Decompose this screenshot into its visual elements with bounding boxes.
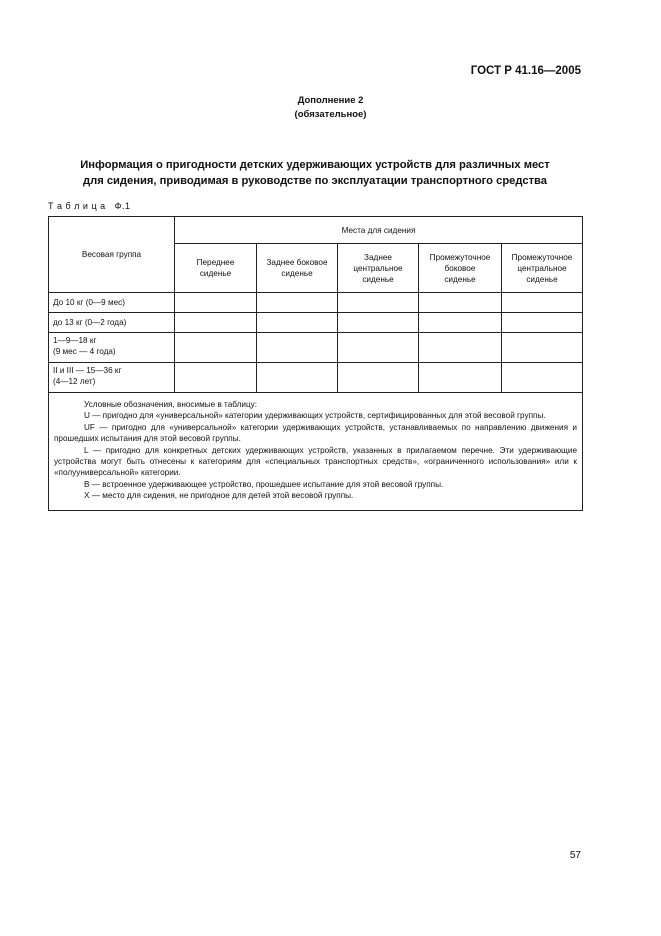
empty-cell [175,293,257,313]
seat-header-text: сиденье [362,274,394,284]
empty-cell [419,313,502,333]
seat-header-rear-center [338,244,419,293]
legend-item-l: L — пригодно для конкретных детских удерживающих устройств, указанных в прилагаемом перечне. Эти удерживающие устройства могут быть отнесены к категориям для «специальных транспортных средств», «ограниченного использования» или к «полууниверсальной» категории. [54,445,577,478]
empty-cell [257,313,338,333]
weight-group-text: II и III — 15—36 кг [53,366,122,375]
weight-group-cell [49,313,175,333]
empty-cell [338,293,419,313]
empty-cell [338,333,419,363]
legend-intro: Условные обозначения, вносимые в таблицу: [84,400,258,409]
document-title [48,157,582,189]
seat-header-text: сиденье [444,274,476,284]
seat-header-text: боковое [444,263,476,273]
seat-header-rear-side [257,244,338,293]
notes-row [49,393,583,511]
empty-cell [419,333,502,363]
seat-header-front [175,244,257,293]
legend-item-u: U — пригодно для «универсальной» категории удерживающих устройств, сертифицированных для этой весовой группы. [84,411,546,421]
weight-group-cell [49,363,175,393]
empty-cell [257,363,338,393]
empty-cell [502,333,583,363]
weight-group-header: Весовая группа [49,217,175,293]
weight-group-text: До 10 кг (0—9 мес) [53,298,125,307]
weight-group-text: 1—9—18 кг [53,336,97,345]
legend-item-x: X — место для сидения, не пригодное для детей этой весовой группы. [84,491,354,501]
empty-cell [257,293,338,313]
empty-cell [175,333,257,363]
seating-places-header: Места для сидения [175,217,583,244]
seat-header-text: Заднее [364,252,392,262]
appendix-heading [0,94,661,122]
seat-header-text: Промежуточное [429,252,491,262]
table-row [49,363,583,393]
standard-code: ГОСТ Р 41.16—2005 [470,65,581,77]
appendix-status: (обязательное) [294,109,367,120]
legend-item-uf: UF — пригодно для «универсальной» категории удерживающих устройств, устанавливаемых по направлению движения и прошедших испытания для этой весовой группы. [54,422,577,444]
title-line-2: для сидения, приводимая в руководстве по эксплуатации транспортного средства [82,175,547,187]
seat-header-text: сиденье [199,269,232,278]
empty-cell [419,363,502,393]
title-line-1: Информация о пригодности детских удерживающих устройств для различных мест [80,159,550,171]
empty-cell [338,313,419,333]
seat-header-text: сиденье [281,269,313,278]
empty-cell [502,363,583,393]
empty-cell [502,313,583,333]
empty-cell [338,363,419,393]
empty-cell [257,333,338,363]
seat-header-text: центральное [353,263,403,273]
seat-header-text: Переднее [196,258,235,267]
seat-suitability-table [48,216,583,511]
table-row [49,293,583,313]
weight-group-age: (9 мес — 4 года) [53,347,116,356]
seat-header-text: центральное [517,263,567,273]
empty-cell [175,363,257,393]
seat-header-text: Заднее боковое [266,258,328,267]
page-number: 57 [569,850,581,861]
seat-header-text: сиденье [526,274,558,284]
table-caption: Т а б л и ц а Ф.1 [48,201,131,211]
seat-header-middle-center [502,244,583,293]
seat-header-text: Промежуточное [511,252,573,262]
table-row [49,333,583,363]
table-row [49,313,583,333]
appendix-name: Дополнение 2 [297,95,364,106]
legend-notes [49,393,583,511]
empty-cell [419,293,502,313]
seat-header-middle-side [419,244,502,293]
legend-item-b: B — встроенное удерживающее устройство, прошедшее испытание для этой весовой группы. [84,479,444,489]
weight-group-text: до 13 кг (0—2 года) [53,318,127,327]
weight-group-cell [49,333,175,363]
empty-cell [175,313,257,333]
empty-cell [502,293,583,313]
weight-group-age: (4—12 лет) [53,377,96,386]
weight-group-cell [49,293,175,313]
